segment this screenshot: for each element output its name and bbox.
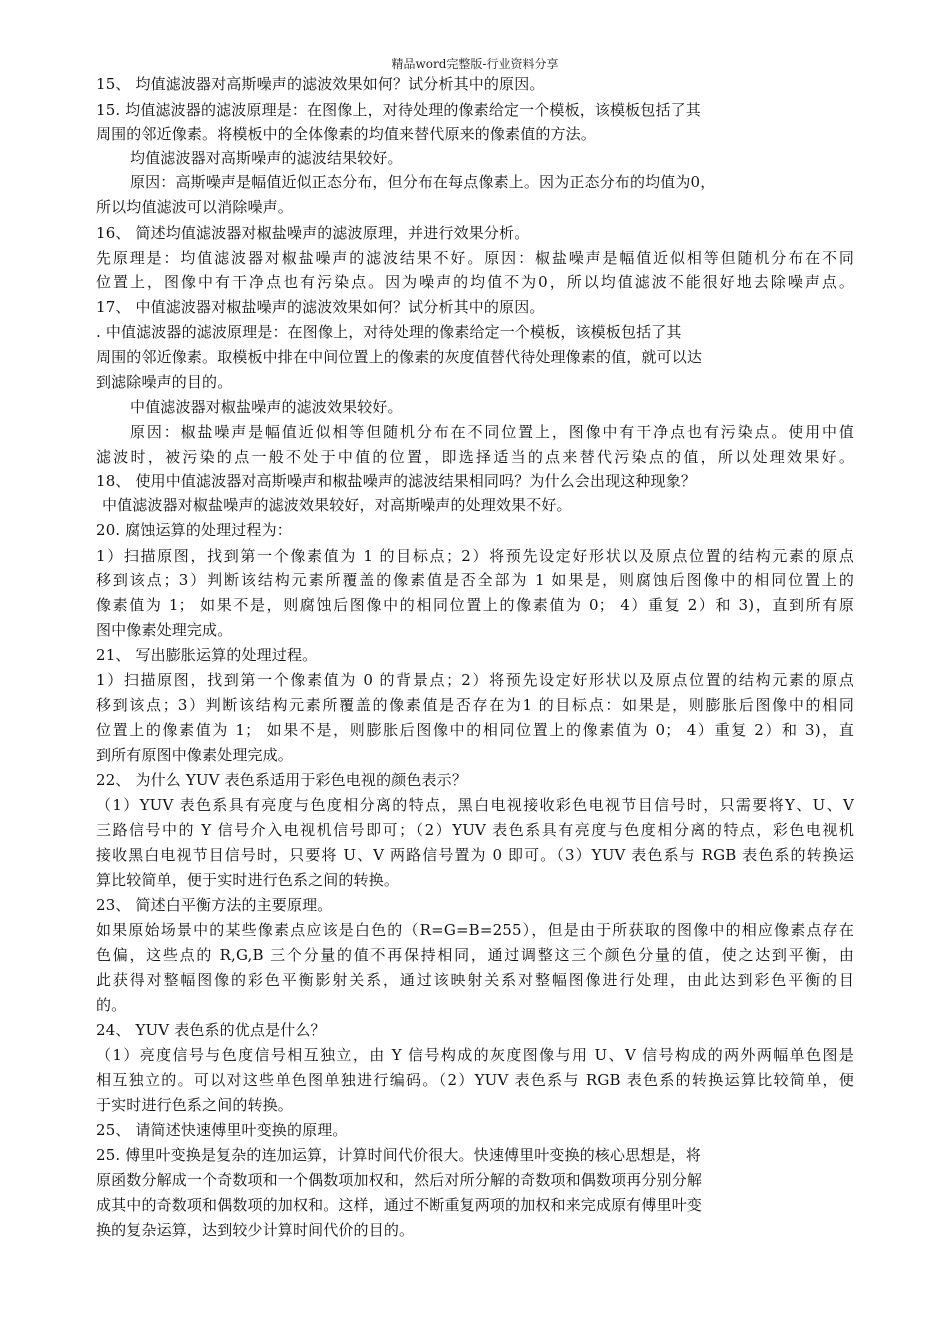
text-line: 中值滤波器对椒盐噪声的滤波效果较好。 xyxy=(130,398,403,416)
text-line: 16、 简述均值滤波器对椒盐噪声的滤波原理，并进行效果分析。 xyxy=(96,224,530,242)
text-line: 21、 写出膨胀运算的处理过程。 xyxy=(96,646,318,664)
text-line: 位置上，图像中有干净点也有污染点。因为噪声的均值不为0，所以均值滤波不能很好地去除噪声点。 xyxy=(96,273,854,291)
text-line: 先原理是：均值滤波器对椒盐噪声的滤波结果不好。原因：椒盐噪声是幅值近似相等但随机分布在不同 xyxy=(96,249,854,267)
text-line: （1）YUV 表色系具有亮度与色度相分离的特点，黑白电视接收彩色电视节目信号时，只需要将Y、U、V xyxy=(96,796,854,814)
text-line: 到所有原图中像素处理完成。 xyxy=(96,746,293,764)
text-line: 移到该点；3）判断该结构元素所覆盖的像素值是否全部为 1 如果是，则腐蚀后图像中的相同位置上的 xyxy=(96,571,854,589)
text-line: 23、 简述白平衡方法的主要原理。 xyxy=(96,896,333,914)
text-line: 均值滤波器对高斯噪声的滤波结果较好。 xyxy=(130,149,403,167)
text-line: 中值滤波器对椒盐噪声的滤波效果较好，对高斯噪声的处理效果不好。 xyxy=(102,496,572,514)
text-line: . 中值滤波器的滤波原理是：在图像上，对待处理的像素给定一个模板，该模板包括了其 xyxy=(96,323,682,341)
text-line: 周围的邻近像素。将模板中的全体像素的均值来替代原来的像素值的方法。 xyxy=(96,125,596,143)
text-line: 20. 腐蚀运算的处理过程为： xyxy=(96,521,292,539)
text-line: 算比较简单，便于实时进行色系之间的转换。 xyxy=(96,871,400,889)
text-line: 25. 傅里叶变换是复杂的连加运算，计算时间代价很大。快速傅里叶变换的核心思想是，将 xyxy=(96,1146,701,1164)
text-line: 此获得对整幅图像的彩色平衡影射关系，通过该映射关系对整幅图像进行处理，由此达到彩色平衡的目 xyxy=(96,971,854,989)
text-line: 周围的邻近像素。取模板中排在中间位置上的像素的灰度值替代待处理像素的值，就可以达 xyxy=(96,348,703,366)
text-line: 如果原始场景中的某些像素点应该是白色的（R=G=B=255），但是由于所获取的图像中的相应像素点存在 xyxy=(96,921,854,939)
text-line: 17、 中值滤波器对椒盐噪声的滤波效果如何？试分析其中的原因。 xyxy=(96,298,545,316)
text-line: 换的复杂运算，达到较少计算时间代价的目的。 xyxy=(96,1221,415,1239)
text-line: 于实时进行色系之间的转换。 xyxy=(96,1096,293,1114)
text-line: 滤波时，被污染的点一般不处于中值的位置，即选择适当的点来替代污染点的值，所以处理效果好。 xyxy=(96,448,854,466)
text-line: 位置上的像素值为 1； 如果不是，则膨胀后图像中的相同位置上的像素值为 0； 4）重复 2）和 3)，直 xyxy=(96,721,854,739)
page-header: 精品word完整版-行业资料分享 xyxy=(391,57,559,71)
text-line: 移到该点；3）判断该结构元素所覆盖的像素值是否存在为1 的目标点：如果是，则膨胀后图像中的相同 xyxy=(96,696,854,714)
text-line: 到滤除噪声的目的。 xyxy=(96,373,233,391)
text-line: 相互独立的。可以对这些单色图单独进行编码。（2）YUV 表色系与 RGB 表色系的转换运算比较简单，便 xyxy=(96,1071,854,1089)
text-line: 三路信号中的 Y 信号介入电视机信号即可；（2）YUV 表色系具有亮度与色度相分离的特点，彩色电视机 xyxy=(96,821,854,839)
text-line: 原因：椒盐噪声是幅值近似相等但随机分布在不同位置上，图像中有干净点也有污染点。使用中值 xyxy=(130,423,854,441)
text-line: 1）扫描原图，找到第一个像素值为 0 的背景点；2）将预先设定好形状以及原点位置的结构元素的原点 xyxy=(96,671,854,689)
text-line: 接收黑白电视节目信号时，只要将 U、V 两路信号置为 0 即可。（3）YUV 表色系与 RGB 表色系的转换运 xyxy=(96,846,854,864)
text-line: 15. 均值滤波器的滤波原理是：在图像上，对待处理的像素给定一个模板，该模板包括了其 xyxy=(96,101,701,119)
text-line: 像素值为 1； 如果不是，则腐蚀后图像中的相同位置上的像素值为 0； 4）重复 2）和 3)，直到所有原 xyxy=(96,596,854,614)
text-line: （1）亮度信号与色度信号相互独立，由 Y 信号构成的灰度图像与用 U、V 信号构成的两外两幅单色图是 xyxy=(96,1046,854,1064)
text-line: 25、 请简述快速傅里叶变换的原理。 xyxy=(96,1121,348,1139)
text-line: 15、 均值滤波器对高斯噪声的滤波效果如何？试分析其中的原因。 xyxy=(96,75,545,93)
text-line: 成其中的奇数项和偶数项的加权和。这样，通过不断重复两项的加权和来完成原有傅里叶变 xyxy=(96,1196,703,1214)
text-line: 图中像素处理完成。 xyxy=(96,621,233,639)
text-line: 18、 使用中值滤波器对高斯噪声和椒盐噪声的滤波结果相同吗？为什么会出现这种现象？ xyxy=(96,472,697,490)
text-line: 所以均值滤波可以消除噪声。 xyxy=(96,198,293,216)
text-line: 色偏，这些点的 R,G,B 三个分量的值不再保持相同，通过调整这三个颜色分量的值，使之达到平衡，由 xyxy=(96,946,854,964)
text-line: 24、 YUV 表色系的优点是什么？ xyxy=(96,1021,326,1039)
text-line: 的。 xyxy=(96,996,127,1014)
text-line: 原因：高斯噪声是幅值近似正态分布，但分布在每点像素上。因为正态分布的均值为0， xyxy=(130,173,716,191)
text-line: 原函数分解成一个奇数项和一个偶数项加权和，然后对所分解的奇数项和偶数项再分别分解 xyxy=(96,1171,703,1189)
text-line: 1）扫描原图，找到第一个像素值为 1 的目标点；2）将预先设定好形状以及原点位置的结构元素的原点 xyxy=(96,547,854,565)
text-line: 22、 为什么 YUV 表色系适用于彩色电视的颜色表示？ xyxy=(96,771,467,789)
